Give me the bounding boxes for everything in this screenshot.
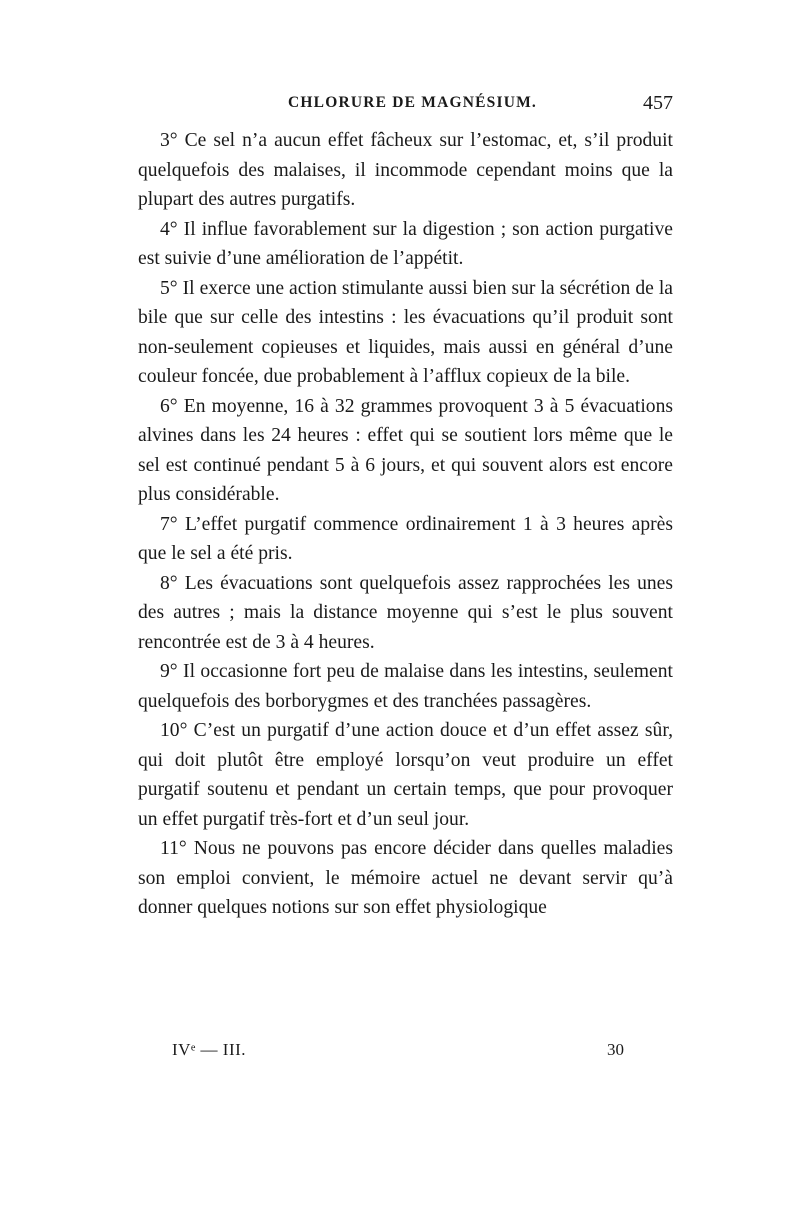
paragraph-7: 7° L’effet purgatif commence ordinairement 1 à 3 heures après que le sel a été pris. <box>138 513 673 564</box>
sheet-number: 30 <box>607 1040 624 1059</box>
paragraph-10: 10° C’est un purgatif d’une action douce et d’un effet assez sûr, qui doit plutôt être employé lorsqu’on veut produire un effet purgatif soutenu et pendant un certain temps, que pour provoquer un effet purgatif très-fort et d’un seul jour. <box>138 720 673 830</box>
page-number: 457 <box>643 92 673 114</box>
printer-signature: IVᵉ — III. <box>172 1040 247 1059</box>
body-text <box>138 126 673 923</box>
running-head: CHLORURE DE MAGNÉSIUM. <box>288 94 538 111</box>
paragraph-9: 9° Il occasionne fort peu de malaise dans les intestins, seulement quelquefois des borborygmes et des tranchées passagères. <box>138 661 673 712</box>
paragraph-4: 4° Il influe favorablement sur la digestion ; son action purgative est suivie d’une amélioration de l’appétit. <box>138 218 673 269</box>
paragraph-5: 5° Il exerce une action stimulante aussi bien sur la sécrétion de la bile que sur celle des intestins : les évacuations qu’il produit sont non-seulement copieuses et liquides, mais aussi en général d’une couleur foncée, due probablement à l’afflux copieux de la bile. <box>138 277 673 387</box>
page-header <box>138 92 673 126</box>
book-page <box>138 92 673 923</box>
paragraph-8: 8° Les évacuations sont quelquefois assez rapprochées les unes des autres ; mais la distance moyenne qui s’est le plus souvent rencontrée est de 3 à 4 heures. <box>138 572 673 653</box>
paragraph-3: 3° Ce sel n’a aucun effet fâcheux sur l’estomac, et, s’il produit quelquefois des malaises, il incommode cependant moins que la plupart des autres purgatifs. <box>138 130 673 210</box>
paragraph-6: 6° En moyenne, 16 à 32 grammes provoquent 3 à 5 évacuations alvines dans les 24 heures : effet qui se soutient lors même que le sel est continué pendant 5 à 6 jours, et qui souvent alors est encore plus considérable. <box>138 395 673 505</box>
paragraph-11: 11° Nous ne pouvons pas encore décider dans quelles maladies son emploi convient, le mémoire actuel ne devant servir qu’à donner quelques notions sur son effet physiologique <box>138 838 673 918</box>
